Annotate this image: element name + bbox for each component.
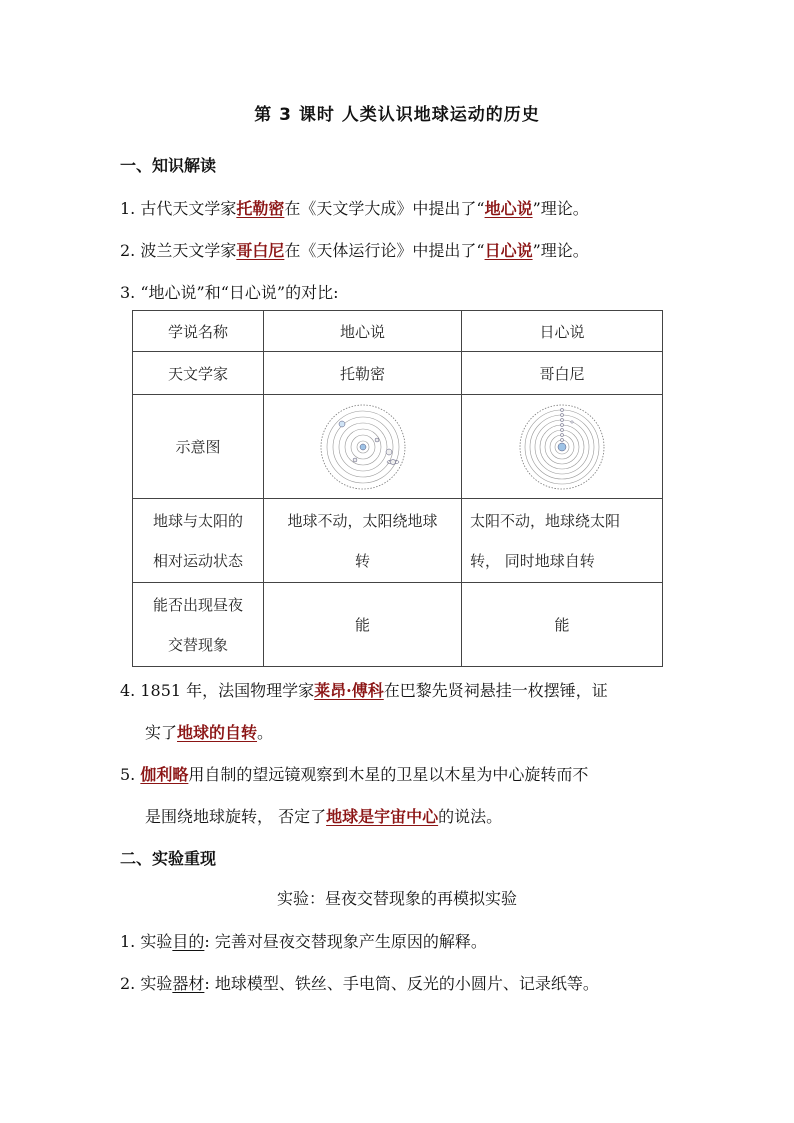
table-cell-line: 交替现象 — [167, 635, 228, 654]
item-4-continued — [145, 720, 273, 743]
item-4-text: 实了 — [145, 723, 178, 742]
experiment-title: 实验：昼夜交替现象的再模拟实验 — [276, 889, 517, 908]
answer-copernicus: 哥白尼 — [236, 241, 285, 260]
table-cell — [264, 395, 462, 499]
table-cell-line: 太阳不动，地球绕太阳 — [470, 511, 621, 530]
table-header: 学说名称 — [133, 311, 264, 352]
item-5-text: 是围绕地球旋转， 否定了 — [145, 807, 327, 826]
table-cell — [462, 395, 663, 499]
table-cell — [133, 583, 264, 667]
item-4 — [120, 678, 608, 701]
table-cell-line: 相对运动状态 — [152, 551, 243, 570]
item-2-text: ”理论。 — [532, 241, 589, 260]
item-5-text: 5. — [120, 765, 141, 784]
page-title: 第 3 课时 人类认识地球运动的历史 — [254, 105, 540, 125]
table-cell-line: 转 — [354, 551, 370, 570]
answer-earth-center: 地球是宇宙中心 — [326, 807, 439, 826]
item-4-text: 4. 1851 年，法国物理学家 — [120, 681, 315, 700]
table-header: 地心说 — [264, 311, 462, 352]
table-header: 日心说 — [462, 311, 663, 352]
answer-earth-rotation: 地球的自转 — [177, 723, 258, 742]
table-row — [133, 583, 663, 667]
section-heading-knowledge: 一、知识解读 — [120, 156, 217, 175]
comparison-table — [132, 310, 663, 667]
item-1-text: 1. 古代天文学家 — [120, 199, 237, 218]
heliocentric-model-diagram — [514, 402, 610, 492]
experiment-materials — [120, 971, 599, 994]
answer-ptolemy: 托勒密 — [236, 199, 285, 218]
answer-foucault: 莱昂·傅科 — [314, 681, 384, 700]
table-row — [133, 395, 663, 499]
table-row — [133, 352, 663, 395]
table-cell — [264, 499, 462, 583]
item-5-text: 用自制的望远镜观察到木星的卫星以木星为中心旋转而不 — [188, 765, 589, 784]
answer-geocentric: 地心说 — [484, 199, 533, 218]
table-cell — [462, 499, 663, 583]
experiment-text: 2. 实验 — [120, 974, 173, 993]
table-cell-line: 转， 同时地球自转 — [470, 551, 595, 570]
item-2-text: 2. 波兰天文学家 — [120, 241, 237, 260]
item-2 — [120, 238, 589, 261]
table-cell-line: 能否出现昼夜 — [152, 595, 243, 614]
item-5-text: 的说法。 — [438, 807, 503, 826]
answer-heliocentric: 日心说 — [484, 241, 533, 260]
table-cell-line: 地球不动，太阳绕地球 — [287, 511, 438, 530]
section-heading-experiment: 二、实验重现 — [120, 849, 217, 868]
experiment-underlined: 器材 — [172, 974, 205, 993]
item-1 — [120, 196, 589, 219]
item-3: 3. “地心说”和“日心说”的对比: — [120, 283, 339, 302]
table-cell: 示意图 — [133, 395, 264, 499]
table-row — [133, 499, 663, 583]
item-4-text: 在巴黎先贤祠悬挂一枚摆锤，证 — [383, 681, 608, 700]
item-4-text: 。 — [257, 723, 274, 742]
experiment-text: : 完善对昼夜交替现象产生原因的解释。 — [204, 932, 487, 951]
item-2-text: 在《天体运行论》中提出了“ — [284, 241, 485, 260]
table-cell: 托勒密 — [264, 352, 462, 395]
item-1-text: 在《天文学大成》中提出了“ — [284, 199, 485, 218]
table-row — [133, 311, 663, 352]
table-cell: 能 — [462, 583, 663, 667]
table-cell — [133, 499, 264, 583]
table-cell: 能 — [264, 583, 462, 667]
experiment-underlined: 目的 — [172, 932, 205, 951]
item-5-continued — [145, 804, 502, 827]
experiment-text: : 地球模型、铁丝、手电筒、反光的小圆片、记录纸等。 — [204, 974, 599, 993]
table-cell: 天文学家 — [133, 352, 264, 395]
item-1-text: ”理论。 — [532, 199, 589, 218]
answer-galileo: 伽利略 — [140, 765, 189, 784]
table-cell: 哥白尼 — [462, 352, 663, 395]
experiment-purpose — [120, 929, 487, 952]
experiment-text: 1. 实验 — [120, 932, 173, 951]
table-cell-line: 地球与太阳的 — [152, 511, 243, 530]
geocentric-model-diagram — [315, 402, 411, 492]
item-5 — [120, 762, 588, 785]
